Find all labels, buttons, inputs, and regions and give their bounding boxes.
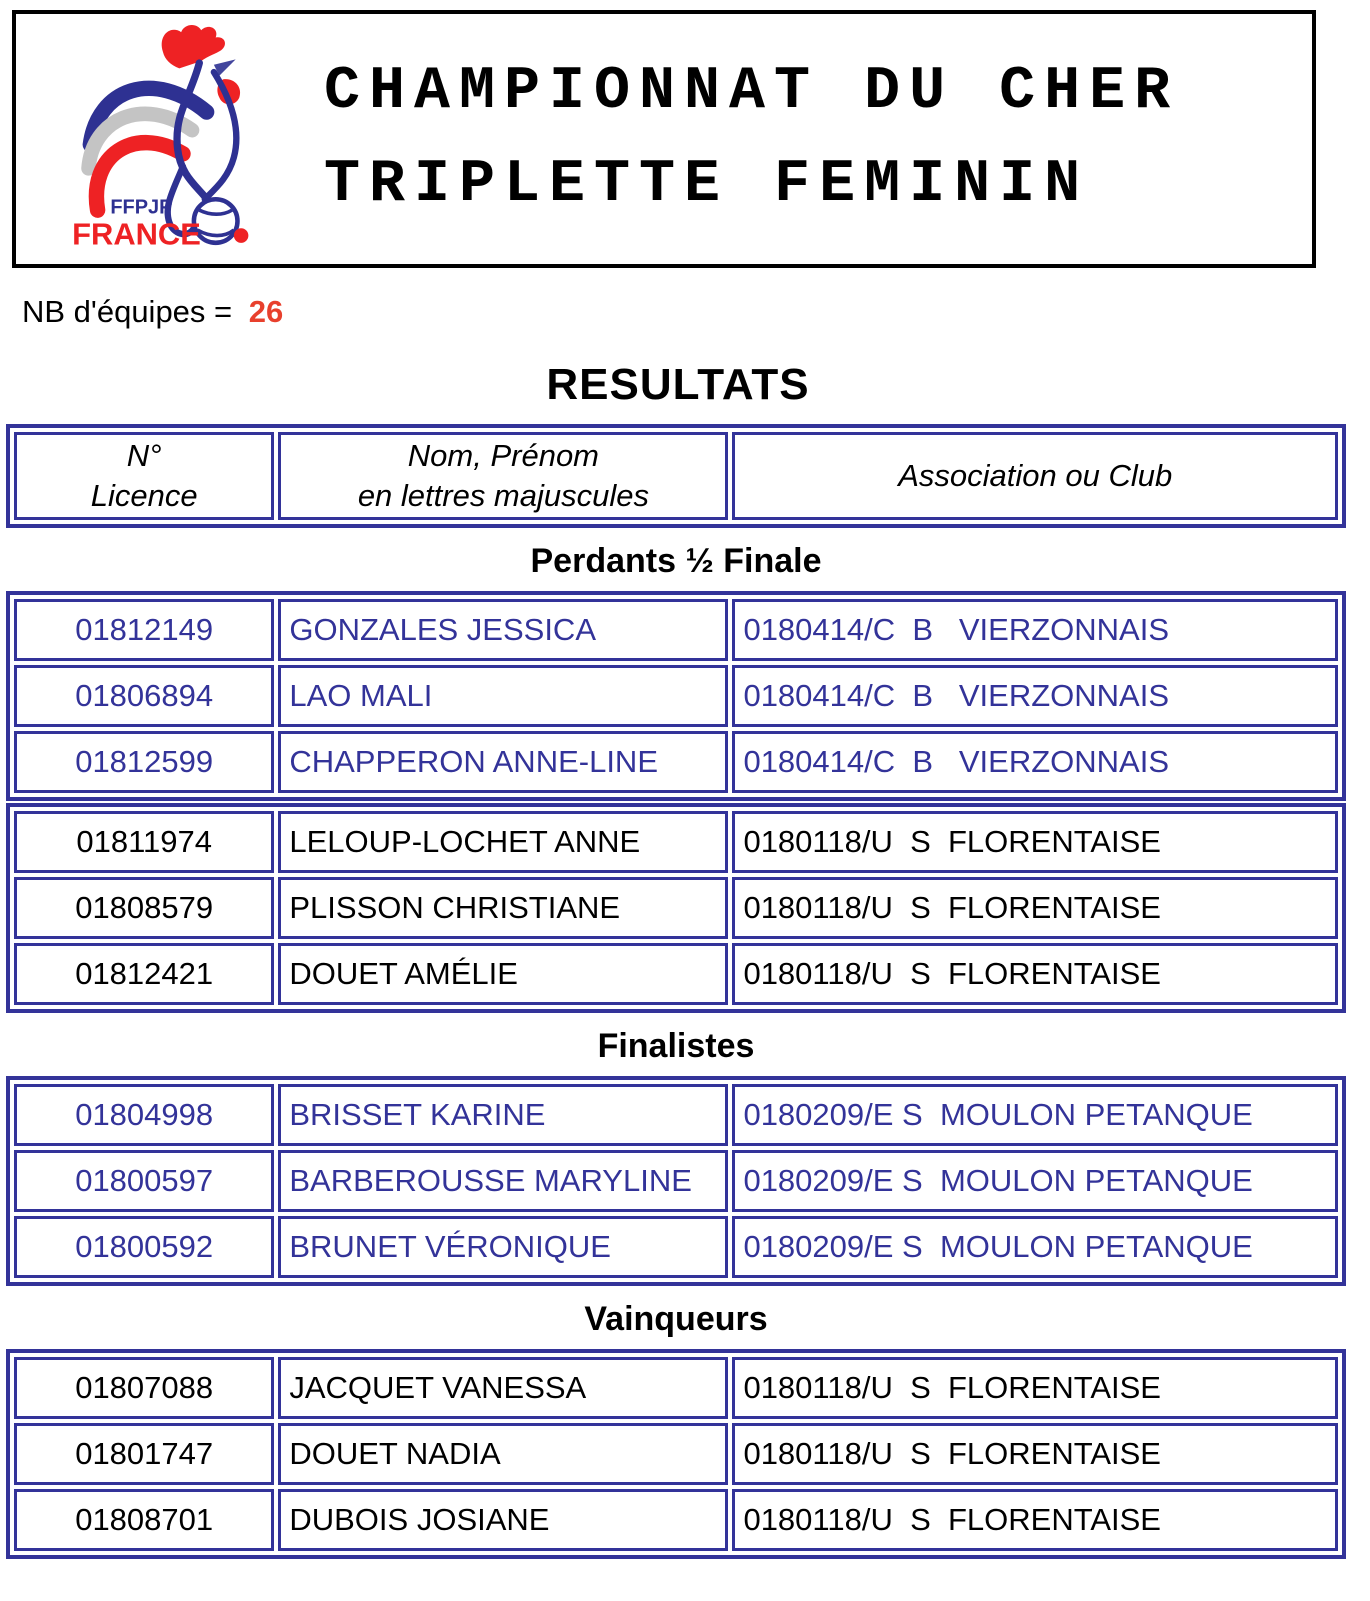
teams-count-label: NB d'équipes =: [22, 294, 233, 329]
table-row: [14, 1150, 1338, 1212]
club-cell: 0180209/E S MOULON PETANQUE: [732, 1150, 1338, 1212]
results-sections: [6, 542, 1350, 1559]
club-cell: 0180118/U S FLORENTAISE: [732, 811, 1338, 873]
team-table: [6, 803, 1346, 1013]
licence-cell: 01812421: [14, 943, 274, 1005]
licence-cell: 01800592: [14, 1216, 274, 1278]
header-banner: [12, 10, 1316, 268]
club-cell: 0180209/E S MOULON PETANQUE: [732, 1084, 1338, 1146]
club-cell: 0180209/E S MOULON PETANQUE: [732, 1216, 1338, 1278]
table-row: [14, 1084, 1338, 1146]
club-cell: 0180118/U S FLORENTAISE: [732, 943, 1338, 1005]
table-row: [14, 1357, 1338, 1419]
player-name-cell: LELOUP-LOCHET ANNE: [278, 811, 728, 873]
table-row: [14, 731, 1338, 793]
header-cell-licence: [14, 432, 274, 520]
team-table: [6, 1076, 1346, 1286]
header-name-line2: en lettres majuscules: [357, 478, 649, 513]
header-name-line1: Nom, Prénom: [407, 438, 600, 473]
title-line-2: TRIPLETTE FEMININ: [324, 151, 1090, 219]
player-name-cell: BRUNET VÉRONIQUE: [278, 1216, 728, 1278]
player-name-cell: LAO MALI: [278, 665, 728, 727]
header-cell-club: [732, 432, 1338, 520]
club-cell: 0180118/U S FLORENTAISE: [732, 1357, 1338, 1419]
player-name-cell: BARBEROUSSE MARYLINE: [278, 1150, 728, 1212]
table-row: [14, 943, 1338, 1005]
teams-count-line: [22, 294, 1350, 330]
header-licence-line2: Licence: [90, 478, 198, 513]
club-cell: 0180118/U S FLORENTAISE: [732, 1489, 1338, 1551]
results-title: RESULTATS: [546, 360, 810, 409]
club-cell: 0180118/U S FLORENTAISE: [732, 877, 1338, 939]
player-name-cell: GONZALES JESSICA: [278, 599, 728, 661]
team-table: [6, 1349, 1346, 1559]
header-licence-line1: N°: [126, 438, 162, 473]
licence-cell: 01808579: [14, 877, 274, 939]
team-table: [6, 591, 1346, 801]
player-name-cell: PLISSON CHRISTIANE: [278, 877, 728, 939]
header-cell-name: [278, 432, 728, 520]
licence-cell: 01806894: [14, 665, 274, 727]
ffpjp-logo: [54, 21, 272, 258]
column-header-table: [6, 424, 1346, 528]
player-name-cell: BRISSET KARINE: [278, 1084, 728, 1146]
licence-cell: 01801747: [14, 1423, 274, 1485]
licence-cell: 01804998: [14, 1084, 274, 1146]
licence-cell: 01800597: [14, 1150, 274, 1212]
rooster-logo-icon: [54, 21, 272, 253]
player-name-cell: CHAPPERON ANNE-LINE: [278, 731, 728, 793]
player-name-cell: DUBOIS JOSIANE: [278, 1489, 728, 1551]
player-name-cell: DOUET NADIA: [278, 1423, 728, 1485]
section-title: Finalistes: [597, 1027, 755, 1065]
table-row: [14, 1489, 1338, 1551]
championship-title: [324, 46, 1179, 232]
section-title: Vainqueurs: [584, 1300, 768, 1338]
licence-cell: 01811974: [14, 811, 274, 873]
club-cell: 0180414/C B VIERZONNAIS: [732, 599, 1338, 661]
section-title: Perdants ½ Finale: [530, 542, 822, 580]
club-cell: 0180414/C B VIERZONNAIS: [732, 731, 1338, 793]
player-name-cell: JACQUET VANESSA: [278, 1357, 728, 1419]
header-club-line: Association ou Club: [898, 458, 1173, 493]
club-cell: 0180414/C B VIERZONNAIS: [732, 665, 1338, 727]
licence-cell: 01812599: [14, 731, 274, 793]
logo-ffpjp-text: FFPJP: [110, 196, 173, 219]
table-row: [14, 877, 1338, 939]
licence-cell: 01812149: [14, 599, 274, 661]
club-cell: 0180118/U S FLORENTAISE: [732, 1423, 1338, 1485]
table-row: [14, 811, 1338, 873]
player-name-cell: DOUET AMÉLIE: [278, 943, 728, 1005]
title-line-1: CHAMPIONNAT DU CHER: [324, 58, 1180, 126]
licence-cell: 01808701: [14, 1489, 274, 1551]
table-row: [14, 1216, 1338, 1278]
table-row: [14, 665, 1338, 727]
table-row: [14, 599, 1338, 661]
table-row: [14, 1423, 1338, 1485]
logo-france-text: FRANCE: [72, 216, 201, 252]
licence-cell: 01807088: [14, 1357, 274, 1419]
teams-count-value: 26: [248, 294, 284, 329]
